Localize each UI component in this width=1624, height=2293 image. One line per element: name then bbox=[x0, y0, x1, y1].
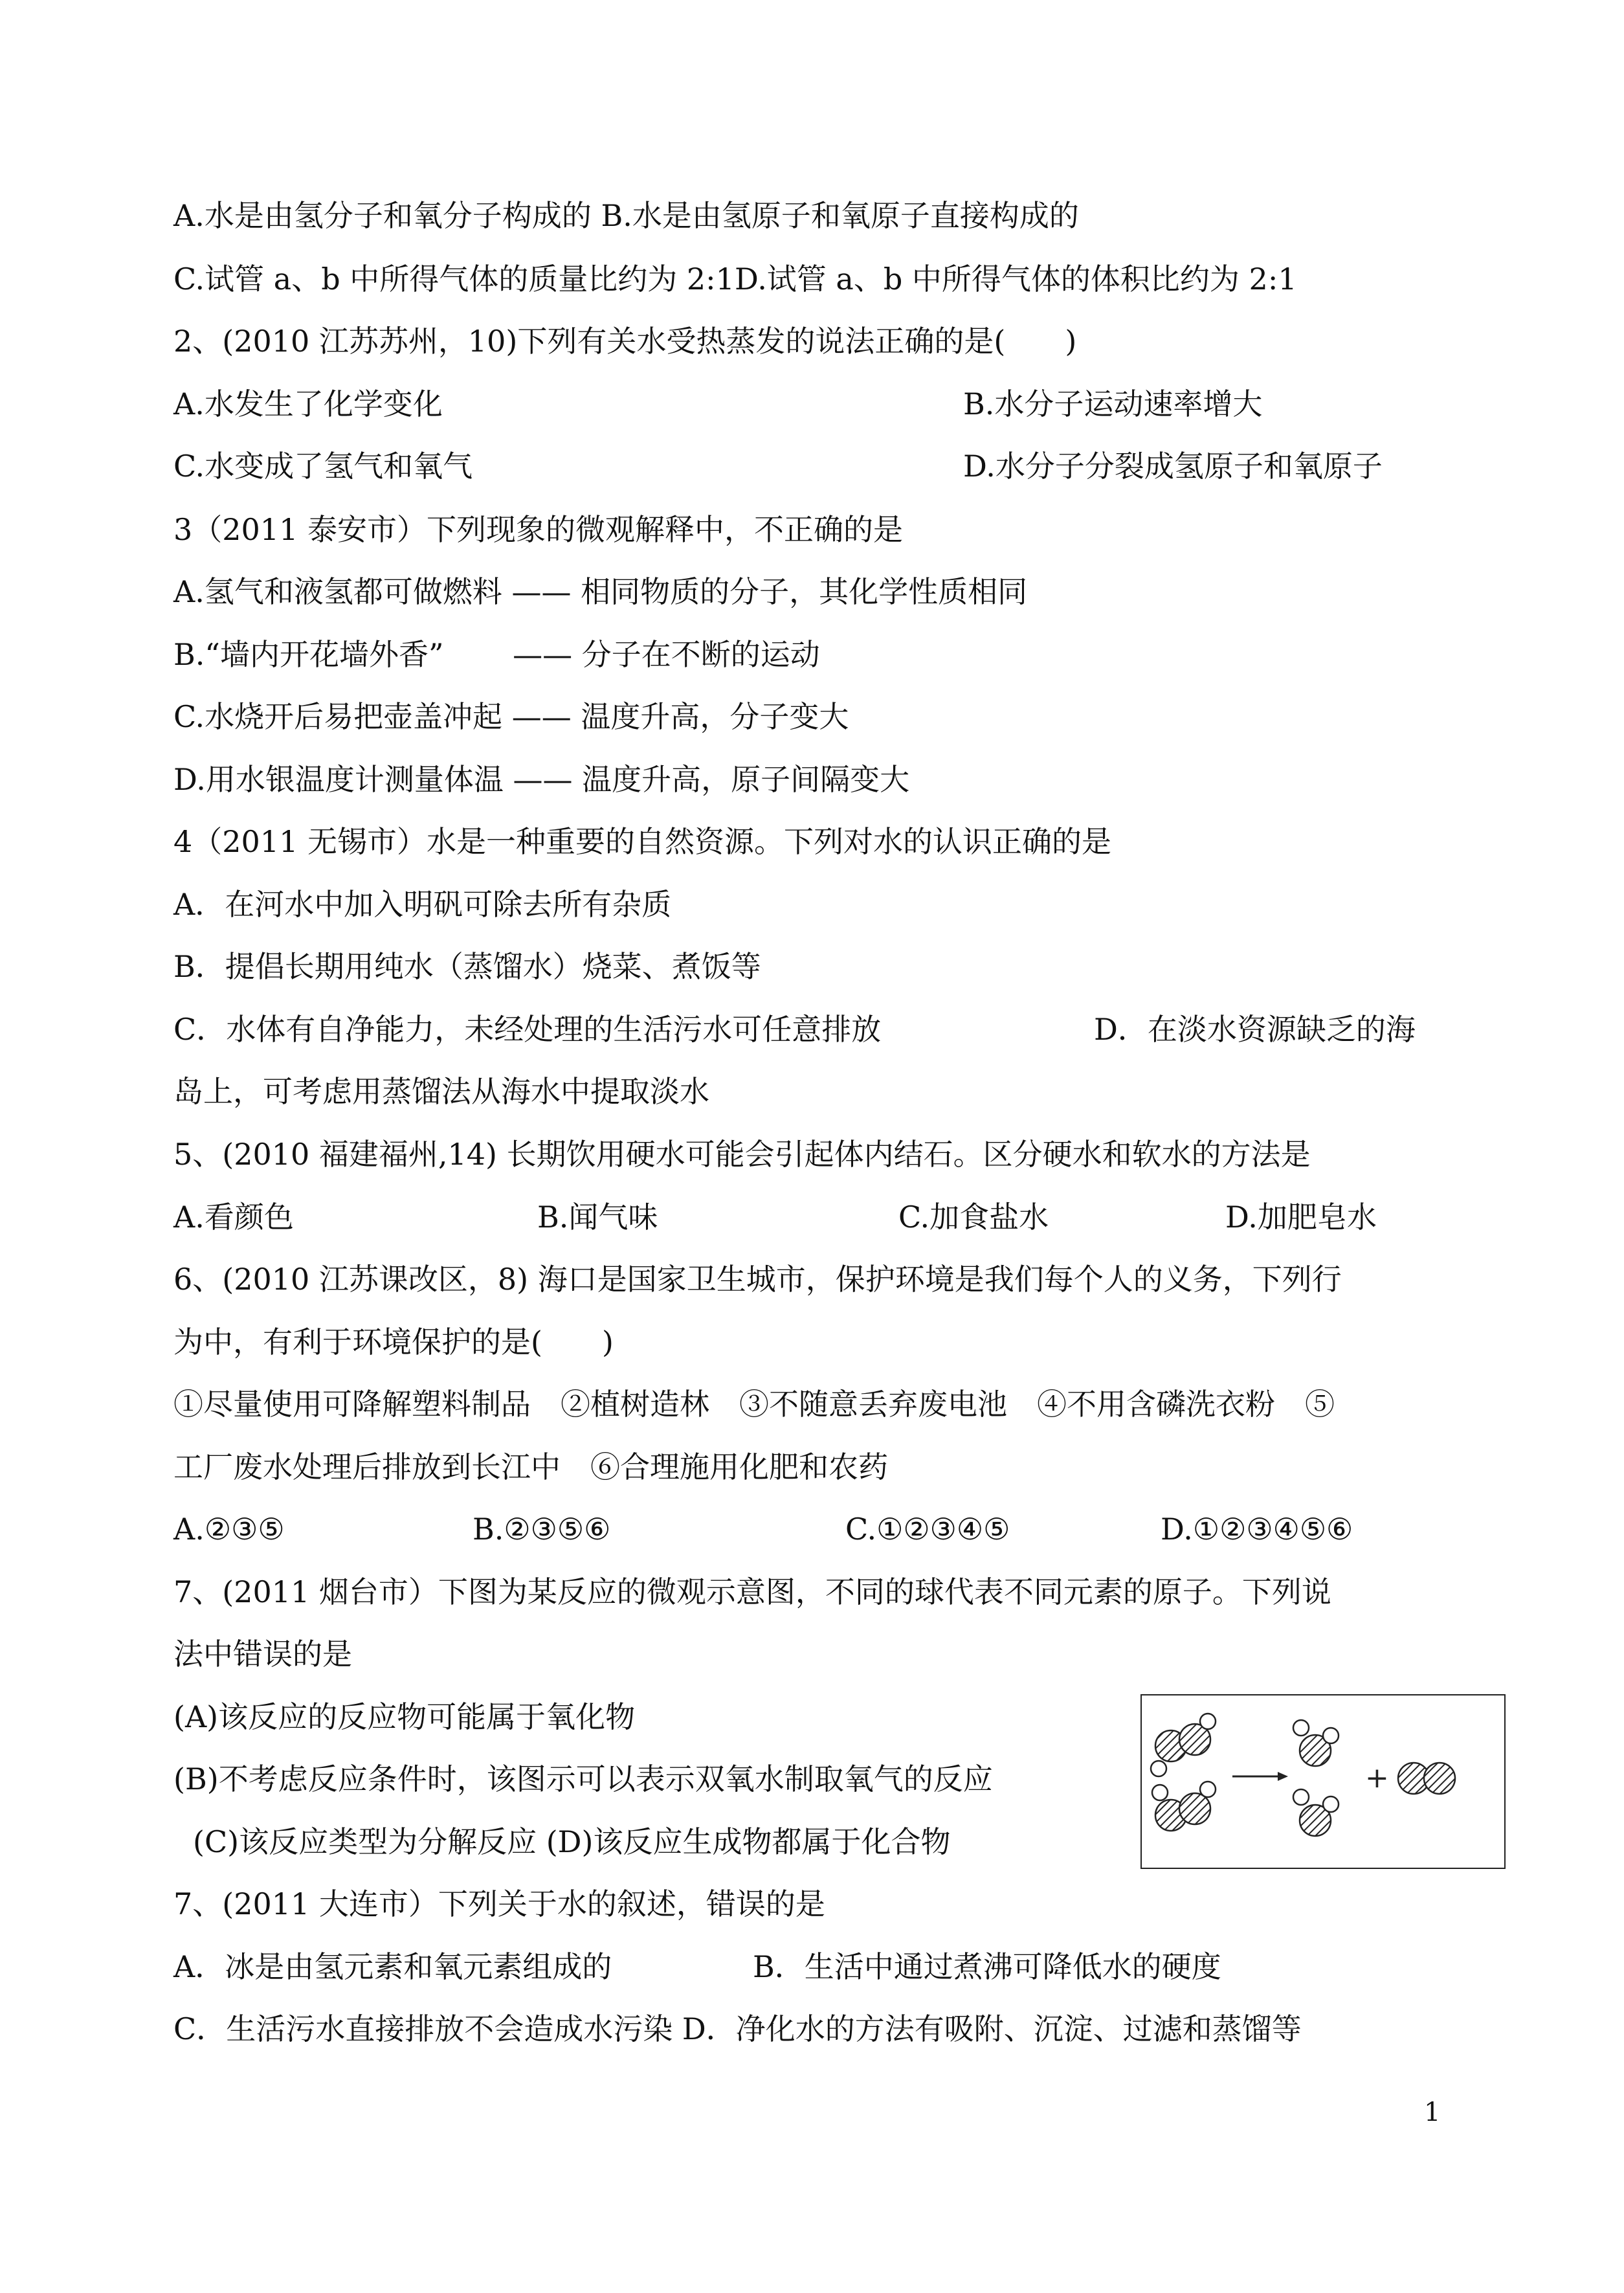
q5-option-d: D.加肥皂水 bbox=[1225, 1200, 1377, 1235]
product-molecule-top bbox=[1293, 1720, 1339, 1766]
q3-option-b: B.“墙内开花墙外香” —— 分子在不断的运动 bbox=[173, 637, 820, 672]
q2-option-a: A.水发生了化学变化 bbox=[173, 386, 443, 421]
q3-option-d: D.用水银温度计测量体温 —— 温度升高，原子间隔变大 bbox=[173, 762, 910, 797]
question-7: 7、(2011 烟台市）下图为某反应的微观示意图，不同的球代表不同元素的原子。下列说 bbox=[173, 1574, 1331, 1609]
q3-option-c: C.水烧开后易把壶盖冲起 —— 温度升高，分子变大 bbox=[173, 699, 849, 734]
q4-option-b: B．提倡长期用纯水（蒸馏水）烧菜、煮饭等 bbox=[173, 949, 761, 984]
reaction-diagram bbox=[1140, 1694, 1506, 1869]
q6-option-b: B.②③⑤⑥ bbox=[473, 1512, 611, 1547]
reaction-diagram-svg bbox=[1142, 1695, 1504, 1868]
q5-option-b: B.闻气味 bbox=[537, 1200, 658, 1235]
q7x-option-a: A．冰是由氢元素和氧元素组成的 bbox=[173, 1949, 612, 1984]
answer-line-cd: C.试管 a、b 中所得气体的质量比约为 2:1D.试管 a、b 中所得气体的体积比约为 2:1 bbox=[173, 262, 1297, 296]
question-2: 2、(2010 江苏苏州，10)下列有关水受热蒸发的说法正确的是( ) bbox=[173, 324, 1077, 359]
q7-option-cd: (C)该反应类型为分解反应 (D)该反应生成物都属于化合物 bbox=[193, 1824, 951, 1859]
question-6-cont: 为中，有利于环境保护的是( ) bbox=[173, 1325, 614, 1359]
q5-option-a: A.看颜色 bbox=[173, 1200, 294, 1235]
q6-option-a: A.②③⑤ bbox=[173, 1512, 285, 1547]
q2-option-b: B.水分子运动速率增大 bbox=[963, 386, 1263, 421]
q2-option-d: D.水分子分裂成氢原子和氧原子 bbox=[963, 449, 1383, 484]
q4-option-d-cont: 岛上，可考虑用蒸馏法从海水中提取淡水 bbox=[173, 1074, 709, 1109]
q5-option-c: C.加食盐水 bbox=[898, 1200, 1049, 1235]
q6-items-2: 工厂废水处理后排放到长江中 ⑥合理施用化肥和农药 bbox=[173, 1449, 888, 1484]
q2-option-c: C.水变成了氢气和氧气 bbox=[173, 449, 473, 484]
q7-option-b: (B)不考虑反应条件时，该图示可以表示双氧水制取氧气的反应 bbox=[173, 1762, 993, 1796]
q7x-option-b: B．生活中通过煮沸可降低水的硬度 bbox=[753, 1949, 1221, 1984]
q6-option-d: D.①②③④⑤⑥ bbox=[1161, 1512, 1353, 1547]
product-molecule-o2 bbox=[1398, 1763, 1455, 1794]
question-5: 5、(2010 福建福州,14) 长期饮用硬水可能会引起体内结石。区分硬水和软水的方法是 bbox=[173, 1137, 1311, 1172]
question-7-dalian: 7、(2011 大连市）下列关于水的叙述，错误的是 bbox=[173, 1886, 825, 1921]
question-7-cont: 法中错误的是 bbox=[173, 1637, 352, 1672]
q4-option-c: C．水体有自净能力，未经处理的生活污水可任意排放 bbox=[173, 1012, 882, 1047]
q4-option-d: D．在淡水资源缺乏的海 bbox=[1094, 1012, 1416, 1047]
page-number: 1 bbox=[1424, 2097, 1441, 2127]
reactant-molecule-bottom bbox=[1152, 1782, 1216, 1831]
q3-option-a: A.氢气和液氢都可做燃料 —— 相同物质的分子，其化学性质相同 bbox=[173, 574, 1028, 609]
q6-option-c: C.①②③④⑤ bbox=[845, 1512, 1010, 1547]
product-molecule-bottom bbox=[1293, 1789, 1339, 1836]
q7-option-a: (A)该反应的反应物可能属于氧化物 bbox=[173, 1699, 636, 1734]
question-6: 6、(2010 江苏课改区，8) 海口是国家卫生城市，保护环境是我们每个人的义务，下列行 bbox=[173, 1262, 1342, 1297]
answer-line-ab: A.水是由氢分子和氧分子构成的 B.水是由氢原子和氧原子直接构成的 bbox=[173, 198, 1079, 233]
reaction-arrow-icon bbox=[1232, 1772, 1288, 1781]
q7x-option-cd: C．生活污水直接排放不会造成水污染 D．净化水的方法有吸附、沉淀、过滤和蒸馏等 bbox=[173, 2011, 1302, 2046]
q6-items-1: ①尽量使用可降解塑料制品 ②植树造林 ③不随意丢弃废电池 ④不用含磷洗衣粉 ⑤ bbox=[173, 1387, 1335, 1422]
question-3: 3（2011 泰安市）下列现象的微观解释中，不正确的是 bbox=[173, 512, 903, 547]
question-4: 4（2011 无锡市）水是一种重要的自然资源。下列对水的认识正确的是 bbox=[173, 824, 1111, 859]
reactant-molecule-top bbox=[1151, 1714, 1216, 1776]
plus-sign: + bbox=[1365, 1762, 1389, 1795]
q4-option-a: A．在河水中加入明矾可除去所有杂质 bbox=[173, 887, 672, 922]
